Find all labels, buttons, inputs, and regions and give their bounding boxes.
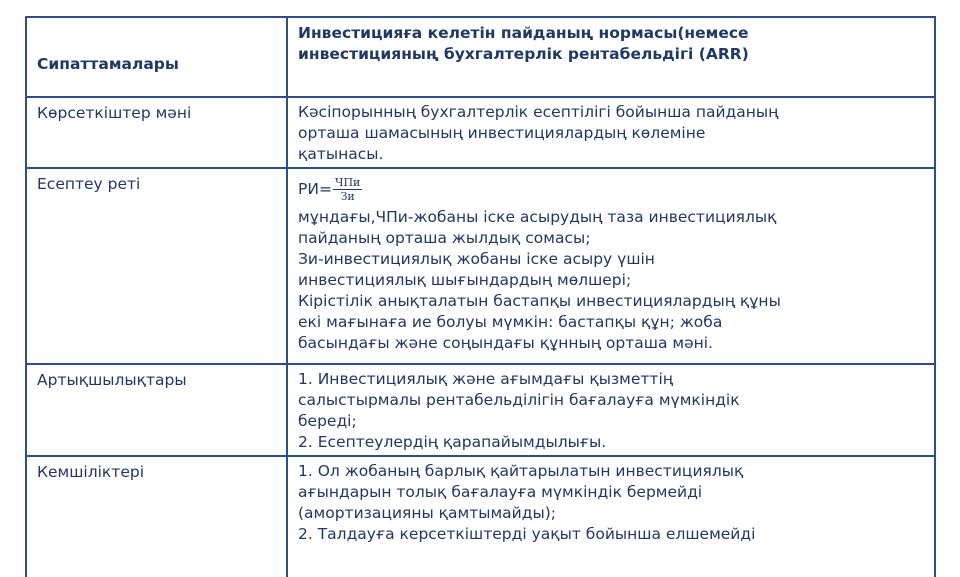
header-cell-arr — [288, 18, 934, 96]
content-line: 2. Есептеулердің қарапайымдылығы. — [298, 433, 607, 451]
row-label: Артықшылықтары — [27, 365, 288, 455]
content-line: орташа шамасының инвестициялардың көлеміне — [298, 124, 706, 142]
content-line: Зи-инвестициялық жобаны іске асыру үшін — [298, 250, 655, 268]
header-line: инвестицияның бухгалтерлік рентабельдігі (ARR) — [298, 45, 749, 63]
content-line: Кірістілік анықталатын бастапқы инвестициялардың құны — [298, 292, 781, 310]
row-content — [288, 457, 934, 577]
arr-formula — [298, 171, 926, 207]
content-line: береді; — [298, 412, 357, 430]
content-line: ағындарын толық бағалауға мүмкіндік бермейді — [298, 483, 703, 501]
table-row — [27, 169, 934, 365]
content-line: 1. Ол жобаның барлық қайтарылатын инвестициялық — [298, 462, 744, 480]
table-row — [27, 98, 934, 169]
content-line: инвестициялық шығындардың мөлшері; — [298, 271, 632, 289]
content-line: қатынасы. — [298, 145, 384, 163]
table-header-row — [27, 18, 934, 98]
table-row — [27, 457, 934, 577]
content-line: басындағы және соңындағы құнның орташа мәні. — [298, 334, 713, 352]
header-cell-characteristics: Сипаттамалары — [27, 18, 288, 96]
content-line: (амортизацияны қамтымайды); — [298, 504, 556, 522]
formula-fraction — [333, 176, 362, 203]
content-line: мұндағы,ЧПи-жобаны іске асырудың таза инвестициялық — [298, 208, 777, 226]
table-row — [27, 365, 934, 457]
row-content — [288, 98, 934, 167]
content-line: пайданың орташа жылдық сомасы; — [298, 229, 591, 247]
content-line: 1. Инвестициялық және ағымдағы қызметтің — [298, 370, 674, 388]
row-content — [288, 365, 934, 455]
formula-lhs: РИ= — [298, 179, 332, 198]
comparison-table — [25, 16, 936, 577]
content-line: Кәсіпорынның бухгалтерлік есептілігі бойынша пайданың — [298, 103, 779, 121]
formula-numerator: ЧПи — [334, 175, 361, 189]
row-content — [288, 169, 934, 363]
row-label: Кемшіліктері — [27, 457, 288, 577]
content-line: салыстырмалы рентабельділігін бағалауға мүмкіндік — [298, 391, 740, 409]
formula-denominator: Зи — [340, 189, 355, 203]
content-line: 2. Талдауға керсеткіштерді уақыт бойынша елшемейді — [298, 525, 756, 543]
row-label: Есептеу реті — [27, 169, 288, 363]
content-line: екі мағынаға ие болуы мүмкін: бастапқы құн; жоба — [298, 313, 723, 331]
header-line: Инвестицияға келетін пайданың нормасы(немесе — [298, 24, 749, 42]
row-label: Көрсеткіштер мәні — [27, 98, 288, 167]
